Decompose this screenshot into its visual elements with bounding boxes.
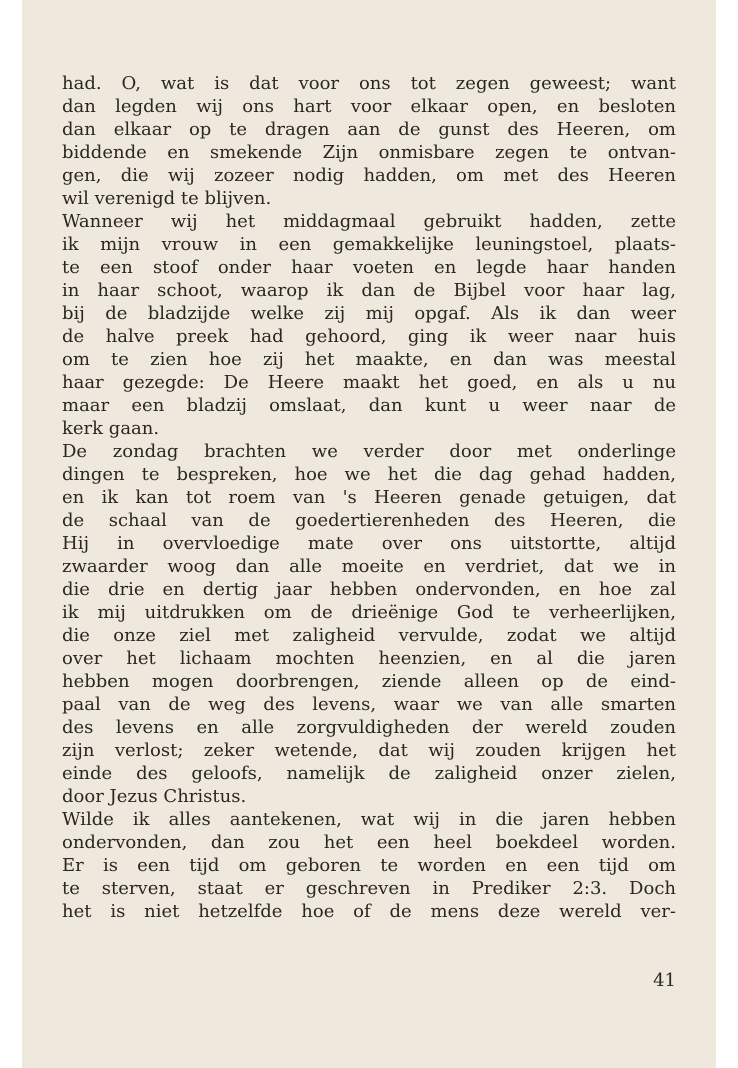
text-line: zwaarder woog dan alle moeite en verdriet, dat we in — [62, 556, 676, 577]
text-line: over het lichaam mochten heenzien, en al die jaren — [62, 648, 676, 669]
text-line: kerk gaan. — [62, 418, 160, 439]
text-line: door Jezus Christus. — [62, 786, 247, 807]
text-line: Hij in overvloedige mate over ons uitstortte, altijd — [62, 533, 676, 554]
text-line: biddende en smekende Zijn onmisbare zegen te ontvan- — [62, 142, 676, 163]
text-line: te sterven, staat er geschreven in Prediker 2:3. Doch — [62, 878, 676, 899]
text-line: die drie en dertig jaar hebben ondervonden, en hoe zal — [62, 579, 676, 600]
text-line: ik mij uitdrukken om de drieënige God te verheerlijken, — [62, 602, 676, 623]
text-line: einde des geloofs, namelijk de zaligheid onzer zielen, — [62, 763, 676, 784]
text-line: wil verenigd te blijven. — [62, 188, 272, 209]
text-line: haar gezegde: De Heere maakt het goed, en als u nu — [62, 372, 676, 393]
text-line: hebben mogen doorbrengen, ziende alleen op de eind- — [62, 671, 676, 692]
page-number: 41 — [653, 970, 676, 991]
text-line: te een stoof onder haar voeten en legde haar handen — [62, 257, 676, 278]
text-line: bij de bladzijde welke zij mij opgaf. Als ik dan weer — [62, 303, 676, 324]
text-line: des levens en alle zorgvuldigheden der wereld zouden — [62, 717, 676, 738]
text-line: paal van de weg des levens, waar we van alle smarten — [62, 694, 676, 715]
text-line: De zondag brachten we verder door met onderlinge — [62, 441, 676, 462]
text-line: gen, die wij zozeer nodig hadden, om met des Heeren — [62, 165, 676, 186]
body-text — [62, 72, 676, 923]
text-line: zijn verlost; zeker wetende, dat wij zouden krijgen het — [62, 740, 676, 761]
text-line: en ik kan tot roem van 's Heeren genade getuigen, dat — [62, 487, 676, 508]
text-line: de halve preek had gehoord, ging ik weer naar huis — [62, 326, 676, 347]
text-line: Wilde ik alles aantekenen, wat wij in die jaren hebben — [62, 809, 676, 830]
text-line: die onze ziel met zaligheid vervulde, zodat we altijd — [62, 625, 676, 646]
text-line: het is niet hetzelfde hoe of de mens deze wereld ver- — [62, 901, 676, 922]
book-page — [22, 0, 716, 1068]
text-line: ondervonden, dan zou het een heel boekdeel worden. — [62, 832, 676, 853]
text-line: Wanneer wij het middagmaal gebruikt hadden, zette — [62, 211, 676, 232]
text-line: Er is een tijd om geboren te worden en een tijd om — [62, 855, 676, 876]
text-line: dan legden wij ons hart voor elkaar open, en besloten — [62, 96, 676, 117]
text-line: de schaal van de goedertierenheden des Heeren, die — [62, 510, 676, 531]
text-line: had. O, wat is dat voor ons tot zegen geweest; want — [62, 73, 676, 94]
text-line: in haar schoot, waarop ik dan de Bijbel voor haar lag, — [62, 280, 676, 301]
text-line: ik mijn vrouw in een gemakkelijke leuningstoel, plaats- — [62, 234, 676, 255]
text-line: maar een bladzij omslaat, dan kunt u weer naar de — [62, 395, 676, 416]
text-line: dan elkaar op te dragen aan de gunst des Heeren, om — [62, 119, 676, 140]
text-line: dingen te bespreken, hoe we het die dag gehad hadden, — [62, 464, 676, 485]
text-line: om te zien hoe zij het maakte, en dan was meestal — [62, 349, 676, 370]
